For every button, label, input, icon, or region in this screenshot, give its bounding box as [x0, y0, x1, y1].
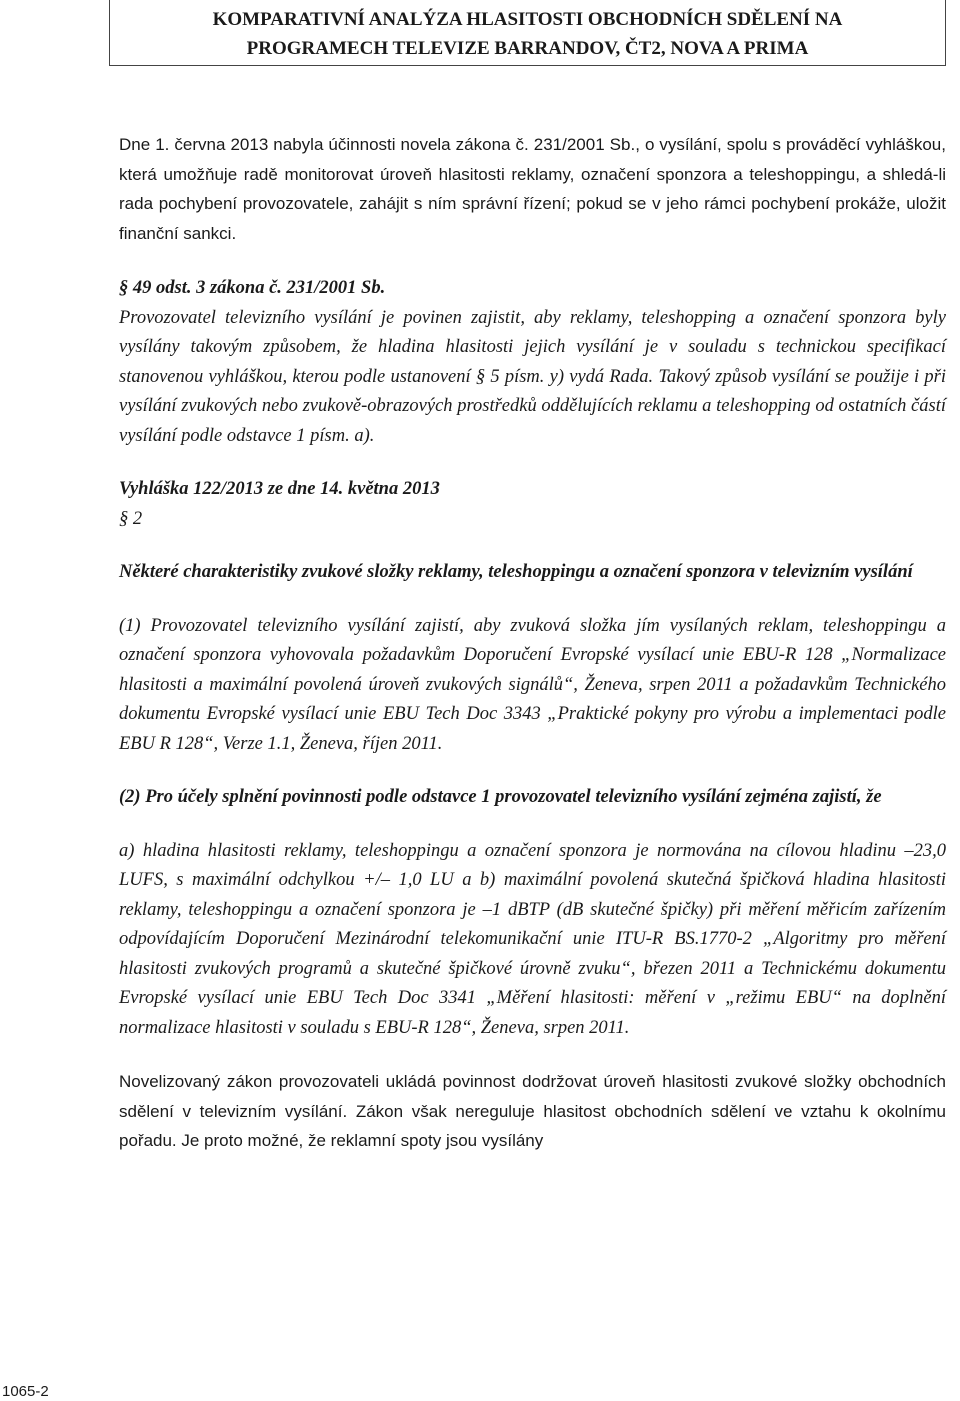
page-number: 1065-2 — [2, 1383, 49, 1400]
document-title-line-1: KOMPARATIVNÍ ANALÝZA HLASITOSTI OBCHODNÍCH SDĚLENÍ NA — [212, 9, 843, 30]
document-title-box — [109, 0, 946, 66]
decree-paragraph-1: (1) Provozovatel televizního vysílání zajistí, aby zvuková složka jím vysílaných reklam, teleshoppingu a označení sponzora vyhovovala požadavkům Doporučení Evropské vysílací unie EBU-R 128 „Normalizace hlasitosti a maximální povolená úroveň zvukových signálů“, Ženeva, srpen 2011 a požadavkům Technického dokumentu Evropské vysílací unie EBU Tech Doc 3343 „Praktické pokyny pro výrobu a implementaci podle EBU R 128“, Verze 1.1, Ženeva, říjen 2011. — [119, 615, 946, 754]
law-heading: § 49 odst. 3 zákona č. 231/2001 Sb. — [119, 278, 386, 298]
intro-paragraph: Dne 1. června 2013 nabyla účinnosti novela zákona č. 231/2001 Sb., o vysílání, spolu s prováděcí vyhláškou, která umožňuje radě monitorovat úroveň hlasitosti reklamy, označení sponzora a teleshoppingu, a shledá-li rada pochybení provozovatele, zahájit s ním správní řízení; pokud se v jeho rámci pochybení prokáže, uložit finanční sankci. — [119, 135, 946, 243]
decree-paragraph-2: (2) Pro účely splnění povinnosti podle odstavce 1 provozovatel televizního vysílání zejména zajistí, že — [119, 787, 882, 807]
decree-subtitle: Některé charakteristiky zvukové složky reklamy, teleshoppingu a označení sponzora v televizním vysílání — [119, 562, 913, 582]
decree-section: § 2 — [119, 508, 143, 529]
law-text: Provozovatel televizního vysílání je povinen zajistit, aby reklamy, teleshopping a označení sponzora byly vysílány takovým způsobem, že hladina hlasitosti jejich vysílání je v souladu s technickou specifikací stanovenou vyhláškou, kterou podle ustanovení § 5 písm. y) vydá Rada. Takový způsob vysílání se použije i při vysílání zvukových nebo zvukově-obrazových prostředků oddělujících reklamu a teleshopping od ostatních částí vysílání podle odstavce 1 písm. a). — [119, 307, 946, 446]
conclusion-paragraph: Novelizovaný zákon provozovateli ukládá povinnost dodržovat úroveň hlasitosti zvukové složky obchodních sdělení v televizním vysílání. Zákon však nereguluje hlasitost obchodních sdělení ve vztahu k okolnímu pořadu. Je proto možné, že reklamní spoty jsou vysílány — [119, 1072, 946, 1150]
decree-paragraph-a: a) hladina hlasitosti reklamy, teleshoppingu a označení sponzora je normována na cílovou hladinu –23,0 LUFS, s maximální odchylkou +/– 1,0 LU a b) maximální povolená skutečná špičková hladina hlasitosti reklamy, teleshoppingu a označení sponzora je –1 dBTP (dB skutečné špičky) při měření měřicím zařízením odpovídajícím Doporučení Mezinárodní telekomunikační unie ITU-R BS.1770-2 „Algoritmy pro měření hlasitosti zvukových programů a skutečné špičkové úrovně zvuku“, březen 2011 a Technickému dokumentu Evropské vysílací unie EBU Tech Doc 3341 „Měření hlasitosti: měření v „režimu EBU“ na doplnění normalizace hlasitosti v souladu s EBU-R 128“, Ženeva, srpen 2011. — [119, 840, 946, 1038]
document-body — [119, 130, 946, 1156]
document-title-line-2: PROGRAMECH TELEVIZE BARRANDOV, ČT2, NOVA A PRIMA — [246, 38, 809, 59]
decree-heading: Vyhláška 122/2013 ze dne 14. května 2013 — [119, 479, 440, 499]
